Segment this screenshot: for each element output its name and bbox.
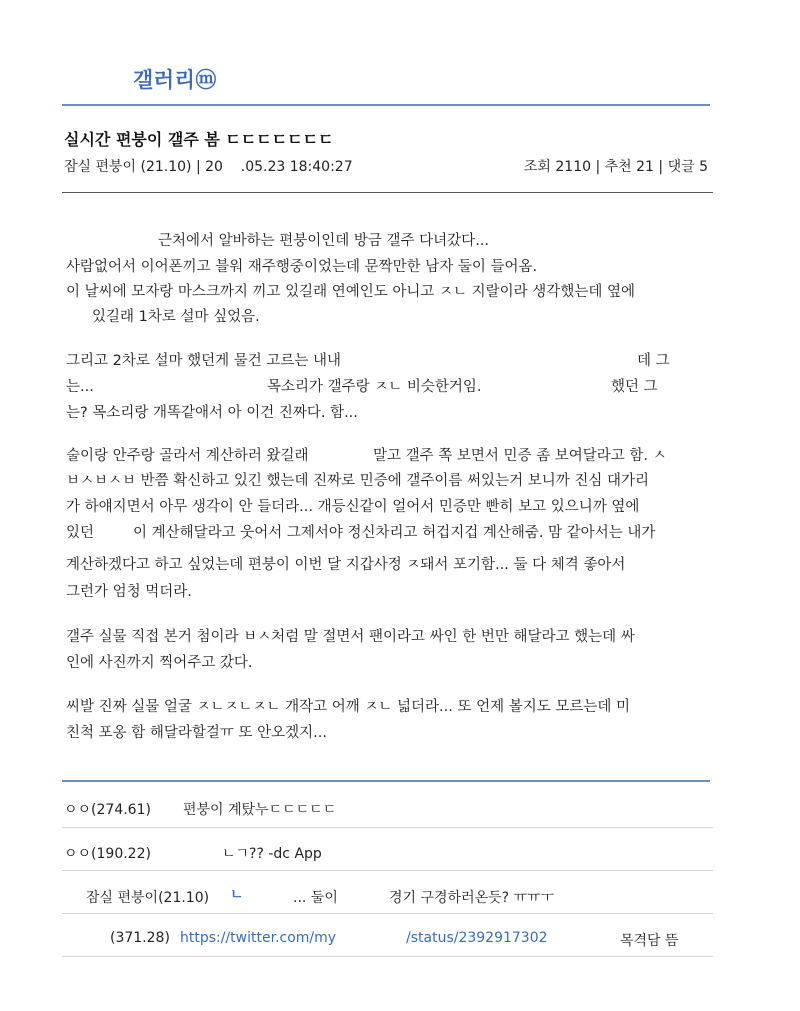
- body-line: ㅂㅅㅂㅅㅂ 반쯤 확신하고 있긴 했는데 진짜로 민증에 갤주이름 써있는거 보니까 진심 대가리: [66, 473, 649, 489]
- comment-divider: [62, 913, 713, 914]
- body-line: 사람없어서 이어폰끼고 블워 재주행중이었는데 문짝만한 남자 둘이 들어옴.: [66, 259, 538, 275]
- body-line: 씨발 진짜 실물 얼굴 ㅈㄴㅈㄴㅈㄴ 개작고 어깨 ㅈㄴ 넓더라... 또 언제 볼지도 모르는데 미: [66, 699, 630, 715]
- body-line: 계산하겠다고 하고 싶었는데 편붕이 이번 달 지갑사정 ㅈ돼서 포기함... 둘 다 체격 좋아서: [66, 557, 626, 573]
- body-line: 말고 갤주 쪽 보면서 민증 좀 보여달라고 함. ㅅ: [373, 448, 667, 464]
- header-divider: [62, 104, 710, 106]
- body-line: 했던 그: [611, 379, 658, 395]
- comment-author[interactable]: (371.28): [110, 930, 170, 946]
- comment-text: 편붕이 계탔누ㄷㄷㄷㄷㄷ: [183, 802, 337, 818]
- body-line: 이 날씨에 모자랑 마스크까지 끼고 있길래 연예인도 아니고 ㅈㄴ 지랄이라 생각했는데 옆에: [66, 284, 635, 300]
- body-line: 는...: [66, 379, 94, 395]
- body-line: 목소리가 갤주랑 ㅈㄴ 비슷한거임.: [267, 379, 482, 395]
- body-line: 술이랑 안주랑 골라서 계산하러 왔길래: [66, 448, 309, 464]
- body-line: 친척 포옹 함 해달라할걸ㅠ 또 안오겠지...: [66, 725, 327, 741]
- comment-link[interactable]: https://twitter.com/my: [180, 930, 337, 946]
- comments-divider: [62, 780, 710, 782]
- body-line: 근처에서 알바하는 편붕이인데 방금 갤주 다녀갔다...: [158, 233, 490, 249]
- comment-author[interactable]: ㅇㅇ(274.61): [64, 802, 151, 818]
- comment-author[interactable]: ㅇㅇ(190.22): [64, 846, 151, 862]
- comment-link[interactable]: /status/2392917302: [406, 930, 548, 946]
- comment-divider: [62, 870, 713, 871]
- comment-author[interactable]: 잠실 편붕이(21.10): [86, 890, 210, 906]
- body-line: 인에 사진까지 찍어주고 갔다.: [66, 655, 253, 671]
- comment-text: ㄴㄱ?? -dc App: [222, 846, 322, 862]
- post-stats: 조회 2110 | 추천 21 | 댓글 5: [523, 159, 708, 175]
- post-header-divider: [62, 192, 713, 193]
- body-line: 는? 목소리랑 개똑같애서 아 이건 진짜다. 함...: [66, 405, 358, 421]
- body-line: 데 그: [637, 353, 670, 369]
- comment-text: 목격담 뜸: [620, 933, 679, 949]
- post-title: 실시간 편붕이 갤주 봄 ㄷㄷㄷㄷㄷㄷㄷ: [64, 130, 334, 149]
- comment-text: ... 둘이: [293, 890, 338, 906]
- post-author-line: 잠실 편붕이 (21.10) | 20 .05.23 18:40:27: [64, 159, 353, 175]
- comment-divider: [62, 956, 713, 957]
- comment-divider: [62, 827, 713, 828]
- body-line: 갤주 실물 직접 본거 첨이라 ㅂㅅ처럼 말 절면서 팬이라고 싸인 한 번만 해달라고 했는데 싸: [66, 629, 635, 645]
- reply-marker-icon: ㄴ: [230, 887, 244, 903]
- comment-text: 경기 구경하러온듯? ㅠㅠㅜ: [389, 890, 555, 906]
- body-line: 그리고 2차로 설마 했던게 물건 고르는 내내: [66, 353, 341, 369]
- body-line: 있길래 1차로 설마 싶었음.: [92, 309, 260, 325]
- gallery-logo[interactable]: 갤러리ⓜ: [133, 68, 217, 92]
- body-line: 그런가 엄청 먹더라.: [66, 584, 192, 600]
- body-line: 있던: [66, 525, 95, 541]
- body-line: 가 하얘지면서 아무 생각이 안 들더라... 개등신같이 얼어서 민증만 빤히 보고 있으니까 옆에: [66, 499, 640, 515]
- body-line: 이 계산해달라고 웃어서 그제서야 정신차리고 허겁지겁 계산해줌. 맘 같아서는 내가: [133, 525, 656, 541]
